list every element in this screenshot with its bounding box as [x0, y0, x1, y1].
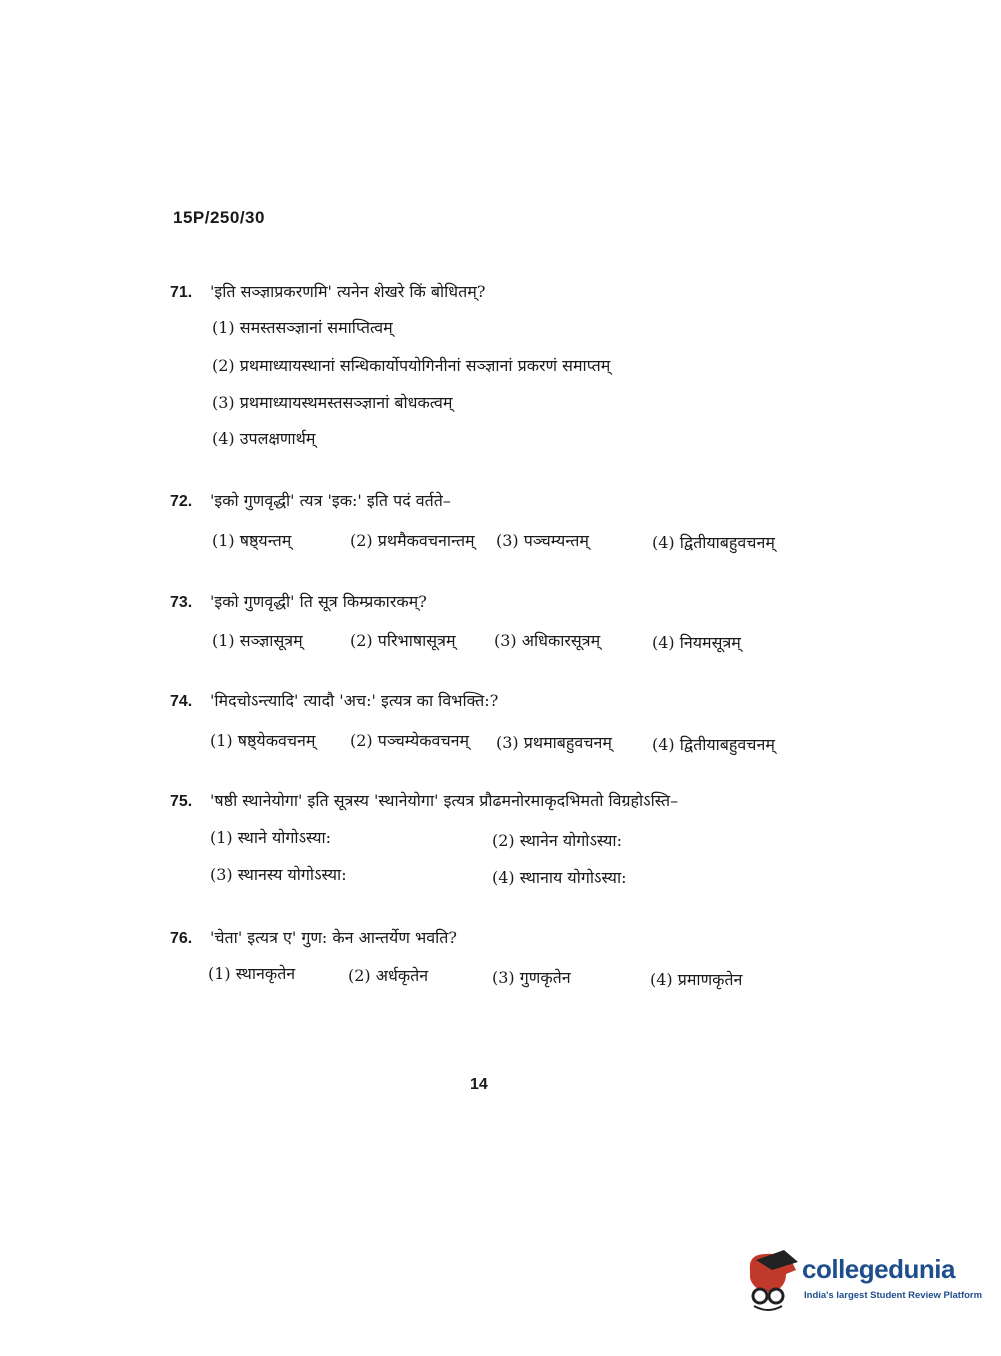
option-2: (2) परिभाषासूत्रम्: [350, 631, 456, 650]
question-71: [170, 280, 485, 302]
option-1: (1) सञ्ज्ञासूत्रम्: [212, 631, 303, 650]
question-text: 'इको गुणवृद्धी' ति सूत्र किम्प्रकारकम्?: [210, 592, 427, 611]
option-3: (3) अधिकारसूत्रम्: [494, 631, 601, 650]
option-1: (1) स्थाने योगोऽस्या:: [210, 828, 332, 847]
option-1: (1) षष्ठ्यन्तम्: [212, 531, 292, 550]
question-number: 76.: [170, 930, 193, 947]
brand-name: collegedunia: [802, 1254, 955, 1284]
question-number: 75.: [170, 793, 193, 810]
question-76: [170, 926, 457, 948]
option-4: (4) स्थानाय योगोऽस्या:: [492, 868, 627, 887]
question-72: [170, 489, 451, 511]
question-number: 71.: [170, 284, 193, 301]
option-4: (4) प्रमाणकृतेन: [650, 970, 743, 989]
mascot-icon: [742, 1248, 800, 1314]
option-4: (4) द्वितीयाबहुवचनम्: [652, 533, 775, 552]
collegedunia-watermark: [742, 1248, 983, 1314]
question-75: [170, 789, 678, 811]
question-number: 73.: [170, 594, 193, 611]
option-1: (1) स्थानकृतेन: [208, 964, 296, 983]
option-2: (2) प्रथमाध्यायस्थानां सन्धिकार्योपयोगिनीनां सञ्ज्ञानां प्रकरणं समाप्तम्: [212, 356, 611, 375]
question-74: [170, 689, 498, 711]
brand-tagline: India's largest Student Review Platform: [804, 1290, 983, 1301]
question-text: 'इति सञ्ज्ञाप्रकरणमि' त्यनेन शेखरे किं बोधितम्?: [210, 282, 486, 301]
question-text: 'चेता' इत्यत्र ए' गुण: केन आन्तर्येण भवति?: [210, 928, 457, 947]
option-4: (4) उपलक्षणार्थम्: [212, 429, 316, 448]
option-1: (1) समस्तसञ्ज्ञानां समाप्तित्वम्: [212, 318, 393, 337]
option-1: (1) षष्ठ्येकवचनम्: [210, 731, 316, 750]
question-73: [170, 590, 427, 612]
option-4: (4) नियमसूत्रम्: [652, 633, 741, 652]
question-text: 'मिदचोऽन्त्यादि' त्यादौ 'अच:' इत्यत्र का विभक्ति:?: [210, 691, 499, 710]
option-2: (2) अर्धकृतेन: [348, 966, 429, 985]
option-2: (2) प्रथमैकवचनान्तम्: [350, 531, 475, 550]
page-number: 14: [470, 1076, 488, 1093]
option-3: (3) प्रथमाबहुवचनम्: [496, 733, 612, 752]
question-number: 74.: [170, 693, 193, 710]
option-2: (2) स्थानेन योगोऽस्या:: [492, 831, 622, 850]
option-3: (3) स्थानस्य योगोऽस्या:: [210, 865, 347, 884]
option-4: (4) द्वितीयाबहुवचनम्: [652, 735, 775, 754]
option-3: (3) प्रथमाध्यायस्थमस्तसञ्ज्ञानां बोधकत्वम्: [212, 393, 453, 412]
option-3: (3) गुणकृतेन: [492, 968, 571, 987]
option-3: (3) पञ्चम्यन्तम्: [496, 531, 589, 550]
paper-code: 15P/250/30: [173, 208, 265, 227]
question-text: 'षष्ठी स्थानेयोगा' इति सूत्रस्य 'स्थानेयोगा' इत्यत्र प्रौढमनोरमाकृदभिमतो विग्रहोऽस्ति–: [210, 791, 679, 810]
question-number: 72.: [170, 493, 193, 510]
option-2: (2) पञ्चम्येकवचनम्: [350, 731, 470, 750]
question-text: 'इको गुणवृद्धी' त्यत्र 'इक:' इति पदं वर्तते–: [210, 491, 451, 510]
